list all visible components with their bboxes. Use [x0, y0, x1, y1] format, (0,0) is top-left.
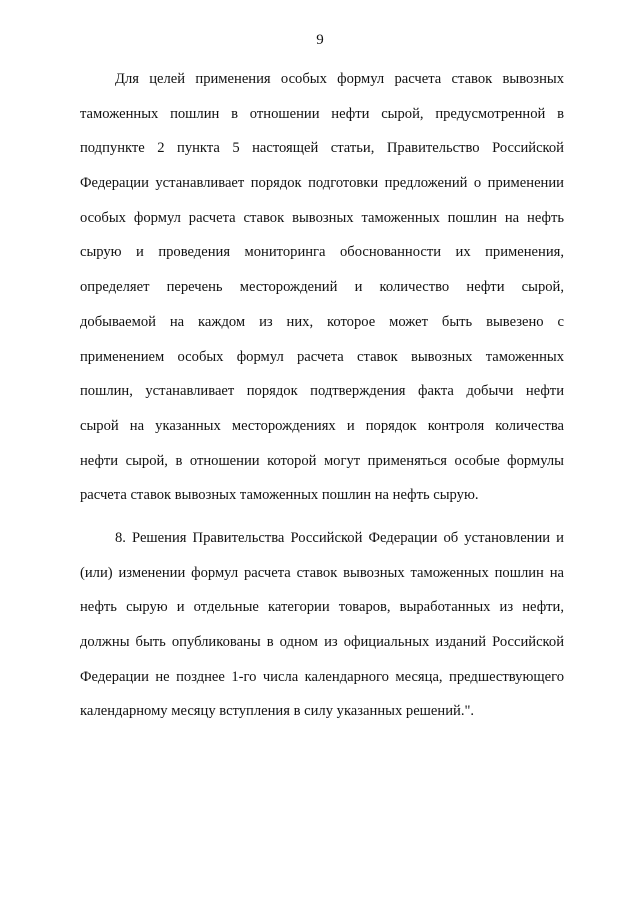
paragraph-line: Федерации устанавливает порядок подготовки предложений о применении [80, 175, 564, 192]
paragraph-line: добываемой на каждом из них, которое может быть вывезено с [80, 313, 564, 330]
paragraph-line: 8. Решения Правительства Российской Федерации об установлении и [115, 530, 564, 546]
paragraph-line: должны быть опубликованы в одном из официальных изданий Российской [80, 634, 564, 651]
paragraph-8-government-decisions [80, 521, 564, 729]
paragraph-line: особых формул расчета ставок вывозных таможенных пошлин на нефть [80, 209, 564, 226]
paragraph-line: Для целей применения особых формул расчета ставок вывозных [115, 71, 564, 87]
paragraph-line: расчета ставок вывозных таможенных пошлин на нефть сырую. [80, 487, 479, 504]
paragraph-line: применением особых формул расчета ставок вывозных таможенных [80, 348, 564, 365]
paragraph-line: нефти сырой, в отношении которой могут применяться особые формулы [80, 452, 564, 469]
paragraph-line: нефть сырую и отдельные категории товаров, выработанных из нефти, [80, 599, 564, 616]
paragraph-line: таможенных пошлин в отношении нефти сырой, предусмотренной в [80, 105, 564, 122]
paragraph-line: сырую и проведения мониторинга обоснованности их применения, [80, 244, 564, 261]
paragraph-line: подпункте 2 пункта 5 настоящей статьи, Правительство Российской [80, 140, 564, 157]
paragraph-line: определяет перечень месторождений и количество нефти сырой, [80, 279, 564, 296]
paragraph-export-duty-special-formulas [80, 62, 564, 513]
paragraph-line: (или) изменении формул расчета ставок вывозных таможенных пошлин на [80, 564, 564, 581]
paragraph-line: пошлин, устанавливает порядок подтверждения факта добычи нефти [80, 383, 564, 400]
paragraph-line: календарному месяцу вступления в силу указанных решений.". [80, 703, 475, 720]
paragraph-line: Федерации не позднее 1-го числа календарного месяца, предшествующего [80, 668, 564, 685]
paragraph-line: сырой на указанных месторождениях и порядок контроля количества [80, 417, 564, 434]
page-number: 9 [316, 32, 324, 48]
